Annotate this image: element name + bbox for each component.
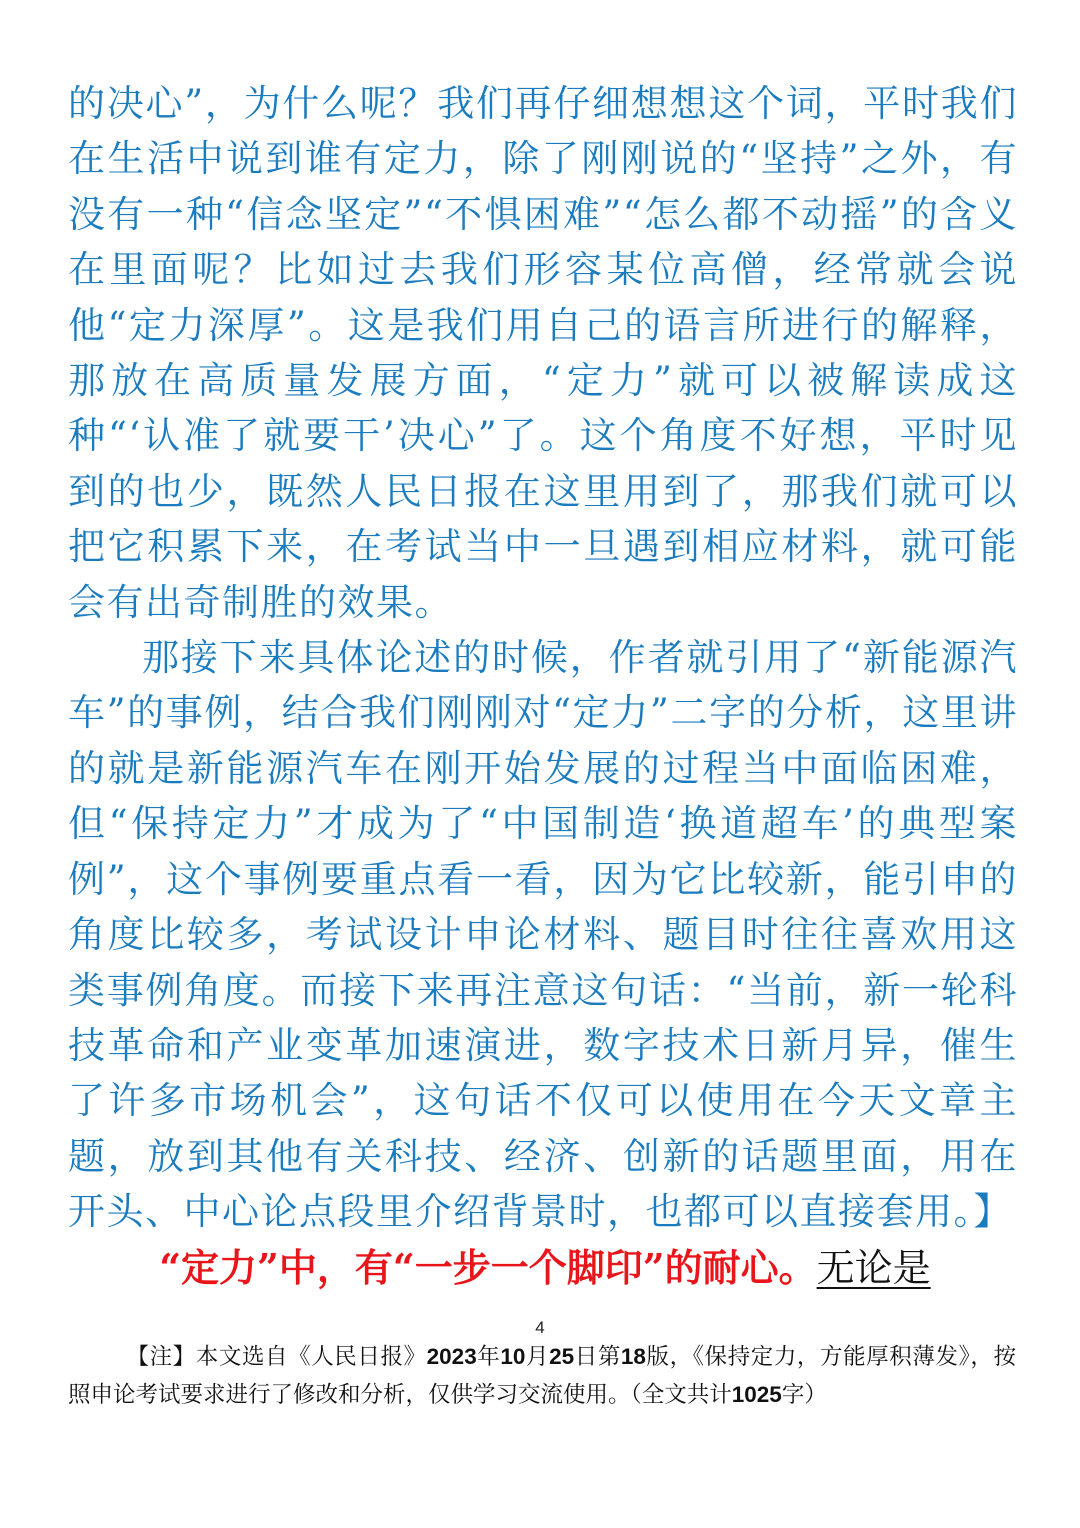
footnote-text-3: 月 [525, 1344, 550, 1370]
page-number: 4 [535, 1318, 545, 1337]
emphasis-line [68, 1240, 1018, 1296]
body-paragraph-1: 的决心”，为什么呢？我们再仔细想想这个词，平时我们在生活中说到谁有定力，除了刚刚说的“坚持”之外，有没有一种“信念坚定”“不惧困难”“怎么都不动摇”的含义在里面呢？比如过去我们形容某位高僧，经常就会说他“定力深厚”。这是我们用自己的语言所进行的解释，那放在高质量发展方面，“定力”就可以被解读成这种“‘认准了就要干’决心”了。这个角度不好想，平时见到的也少，既然人民日报在这里用到了，那我们就可以把它积累下来，在考试当中一旦遇到相应材料，就可能会有出奇制胜的效果。 [68, 82, 1018, 624]
footnote-text-4: 日第 [574, 1344, 621, 1370]
emphasis-red-text: “定力”中，有“一步一个脚印”的耐心。 [159, 1245, 817, 1290]
analysis-body [68, 76, 1018, 1240]
footnote-text-6: 字） [781, 1382, 827, 1408]
footnote-text-1: 【注】本文选自《人民日报》 [126, 1344, 427, 1370]
footnote-year: 2023 [426, 1344, 477, 1369]
footnote-word-count: 1025 [731, 1382, 782, 1407]
body-paragraph-2: 那接下来具体论述的时候，作者就引用了“新能源汽车”的事例，结合我们刚刚对“定力”二字的分析，这里讲的就是新能源汽车在刚开始发展的过程当中面临困难，但“保持定力”才成为了“中国制造‘换道超车’的典型案例”，这个事例要重点看一看，因为它比较新，能引申的角度比较多，考试设计申论材料、题目时往往喜欢用这类事例角度。而接下来再注意这句话：“当前，新一轮科技革命和产业变革加速演进，数字技术日新月异，催生了许多市场机会”，这句话不仅可以使用在今天文章主题，放到其他有关科技、经济、创新的话题里面，用在开头、中心论点段里介绍背景时，也都可以直接套用。】 [68, 636, 1018, 1234]
footnote-month: 10 [500, 1344, 526, 1369]
footnote-text-5: 版，《保持定力，方能厚积薄发》，按照申论考试要求进行了修改和分析，仅供学习交流使用。（全文共计 [68, 1344, 1016, 1408]
emphasis-underlined-text: 无论是 [816, 1246, 931, 1290]
source-footnote [68, 1338, 1016, 1414]
footnote-day: 25 [549, 1344, 575, 1369]
footnote-text-2: 年 [476, 1344, 501, 1370]
footnote-edition: 18 [620, 1344, 646, 1369]
